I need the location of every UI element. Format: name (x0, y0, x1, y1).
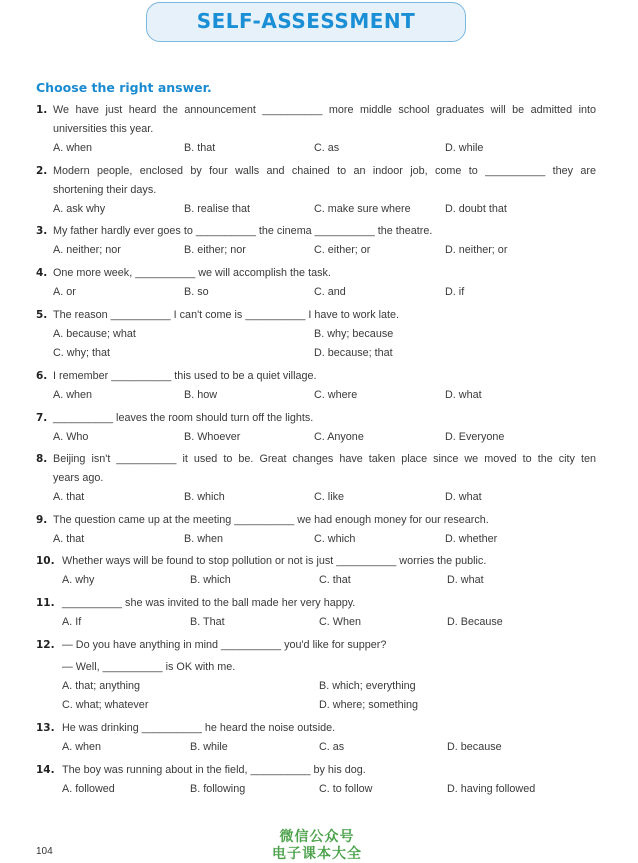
question-line: __________ leaves the room should turn off the lights. (53, 412, 314, 424)
answer-options (53, 386, 596, 405)
option-c[interactable]: C. like (314, 491, 344, 503)
answer-options (62, 738, 596, 757)
option-a[interactable]: A. that (53, 533, 85, 545)
question-number: 11. (36, 597, 55, 609)
option-b[interactable]: B. how (184, 389, 218, 401)
question-number: 2. (36, 165, 48, 177)
question-text (62, 552, 596, 571)
question-text (62, 636, 596, 677)
question-text (62, 761, 596, 780)
question-item (36, 450, 596, 507)
option-b[interactable]: B. which; everything (319, 680, 416, 692)
question-item (36, 162, 596, 219)
question-number: 9. (36, 514, 48, 526)
option-d[interactable]: D. while (445, 142, 484, 154)
question-item (36, 409, 596, 447)
question-line: One more week, __________ we will accomplish the task. (53, 267, 331, 279)
option-a[interactable]: A. when (53, 142, 93, 154)
question-item (36, 636, 596, 715)
option-d[interactable]: D. what (445, 389, 482, 401)
question-line: My father hardly ever goes to __________ the cinema __________ the theatre. (53, 225, 433, 237)
option-c[interactable]: C. why; that (53, 347, 111, 359)
question-number: 1. (36, 104, 48, 116)
answer-options (53, 428, 596, 447)
option-d[interactable]: D. Everyone (445, 431, 505, 443)
question-line: The boy was running about in the field, __________ by his dog. (62, 764, 366, 776)
option-d[interactable]: D. what (445, 491, 482, 503)
question-item (36, 101, 596, 158)
question-number: 3. (36, 225, 48, 237)
question-line: Whether ways will be found to stop pollution or not is just __________ worries the public. (62, 555, 487, 567)
question-number: 6. (36, 370, 48, 382)
option-b[interactable]: B. following (190, 783, 246, 795)
question-line: __________ she was invited to the ball made her very happy. (62, 597, 356, 609)
option-a[interactable]: A. Who (53, 431, 89, 443)
question-text (53, 367, 596, 386)
answer-options (62, 696, 596, 715)
option-d[interactable]: D. neither; or (445, 244, 508, 256)
question-line: — Do you have anything in mind __________ you'd like for supper? (62, 639, 387, 651)
question-number: 4. (36, 267, 48, 279)
option-b[interactable]: B. That (190, 616, 225, 628)
page-title: SELF-ASSESSMENT (196, 9, 416, 33)
question-number: 7. (36, 412, 48, 424)
question-item (36, 306, 596, 363)
question-number: 5. (36, 309, 48, 321)
question-text (53, 409, 596, 428)
option-b[interactable]: B. which (184, 491, 225, 503)
question-text (53, 222, 596, 241)
question-line: I remember __________ this used to be a quiet village. (53, 370, 317, 382)
option-b[interactable]: B. why; because (314, 328, 394, 340)
option-d[interactable]: D. because; that (314, 347, 393, 359)
option-b[interactable]: B. while (190, 741, 228, 753)
option-c[interactable]: C. which (314, 533, 356, 545)
option-d[interactable]: D. having followed (447, 783, 536, 795)
question-item (36, 761, 596, 799)
answer-options (62, 571, 596, 590)
instruction-heading: Choose the right answer. (36, 80, 212, 95)
question-text (53, 162, 596, 200)
question-text (62, 594, 596, 613)
answer-options (53, 283, 596, 302)
page-number: 104 (36, 846, 53, 857)
question-line: Modern people, enclosed by four walls and chained to an indoor job, come to __________ they are (53, 165, 596, 177)
answer-options (62, 677, 596, 696)
option-c[interactable]: C. and (314, 286, 346, 298)
option-a[interactable]: A. that; anything (62, 680, 141, 692)
option-d[interactable]: D. whether (445, 533, 498, 545)
option-d[interactable]: D. doubt that (445, 203, 507, 215)
option-d[interactable]: D. if (445, 286, 465, 298)
option-b[interactable]: B. when (184, 533, 224, 545)
option-c[interactable]: C. When (319, 616, 362, 628)
header-banner (146, 2, 466, 42)
question-number: 8. (36, 453, 48, 465)
question-text (53, 450, 596, 488)
question-number: 13. (36, 722, 55, 734)
question-text (53, 264, 596, 283)
answer-options (53, 241, 596, 260)
option-c[interactable]: C. to follow (319, 783, 373, 795)
question-text (53, 306, 596, 325)
question-line: The reason __________ I can't come is __________ I have to work late. (53, 309, 399, 321)
option-c[interactable]: C. as (314, 142, 340, 154)
option-a[interactable]: A. that (53, 491, 85, 503)
option-b[interactable]: B. that (184, 142, 216, 154)
answer-options (53, 139, 596, 158)
question-item (36, 552, 596, 590)
option-d[interactable]: D. Because (447, 616, 503, 628)
option-c[interactable]: C. that (319, 574, 351, 586)
question-item (36, 264, 596, 302)
question-text (62, 719, 596, 738)
question-item (36, 367, 596, 405)
question-line: — Well, __________ is OK with me. (62, 661, 236, 673)
question-number: 14. (36, 764, 55, 776)
option-b[interactable]: B. which (190, 574, 231, 586)
answer-options (53, 530, 596, 549)
option-d[interactable]: D. because (447, 741, 502, 753)
option-a[interactable]: A. because; what (53, 328, 136, 340)
option-a[interactable]: A. when (53, 389, 93, 401)
question-line: The question came up at the meeting __________ we had enough money for our research. (53, 514, 489, 526)
answer-options (53, 325, 596, 344)
option-c[interactable]: C. either; or (314, 244, 371, 256)
option-a[interactable]: A. If (62, 616, 82, 628)
answer-options (62, 613, 596, 632)
question-item (36, 719, 596, 757)
answer-options (53, 344, 596, 363)
option-a[interactable]: A. when (62, 741, 102, 753)
question-line: Beijing isn't __________ it used to be. Great changes have taken place since we moved to the city ten (53, 453, 596, 465)
option-a[interactable]: A. neither; nor (53, 244, 121, 256)
option-a[interactable]: A. or (53, 286, 76, 298)
watermark-line1: 微信公众号 (279, 829, 355, 845)
question-line: shortening their days. (53, 184, 157, 196)
question-text (53, 511, 596, 530)
option-d[interactable]: D. what (447, 574, 484, 586)
question-line: He was drinking __________ he heard the noise outside. (62, 722, 336, 734)
option-b[interactable]: B. Whoever (184, 431, 241, 443)
question-item (36, 594, 596, 632)
option-d[interactable]: D. where; something (319, 699, 419, 711)
question-item (36, 511, 596, 549)
option-c[interactable]: C. as (319, 741, 345, 753)
option-a[interactable]: A. followed (62, 783, 115, 795)
option-c[interactable]: C. make sure where (314, 203, 411, 215)
question-number: 12. (36, 639, 55, 651)
option-a[interactable]: A. why (62, 574, 95, 586)
option-b[interactable]: B. realise that (184, 203, 251, 215)
answer-options (62, 780, 596, 799)
question-number: 10. (36, 555, 55, 567)
option-a[interactable]: A. ask why (53, 203, 106, 215)
option-c[interactable]: C. where (314, 389, 358, 401)
question-text (53, 101, 596, 139)
option-c[interactable]: C. what; whatever (62, 699, 149, 711)
watermark-line2: 电子课本大全 (272, 846, 362, 862)
option-b[interactable]: B. so (184, 286, 209, 298)
question-item (36, 222, 596, 260)
option-c[interactable]: C. Anyone (314, 431, 364, 443)
question-line: We have just heard the announcement __________ more middle school graduates will be admitted into (53, 104, 596, 116)
answer-options (53, 488, 596, 507)
option-b[interactable]: B. either; nor (184, 244, 246, 256)
question-line: years ago. (53, 472, 104, 484)
answer-options (53, 200, 596, 219)
question-line: universities this year. (53, 123, 154, 135)
